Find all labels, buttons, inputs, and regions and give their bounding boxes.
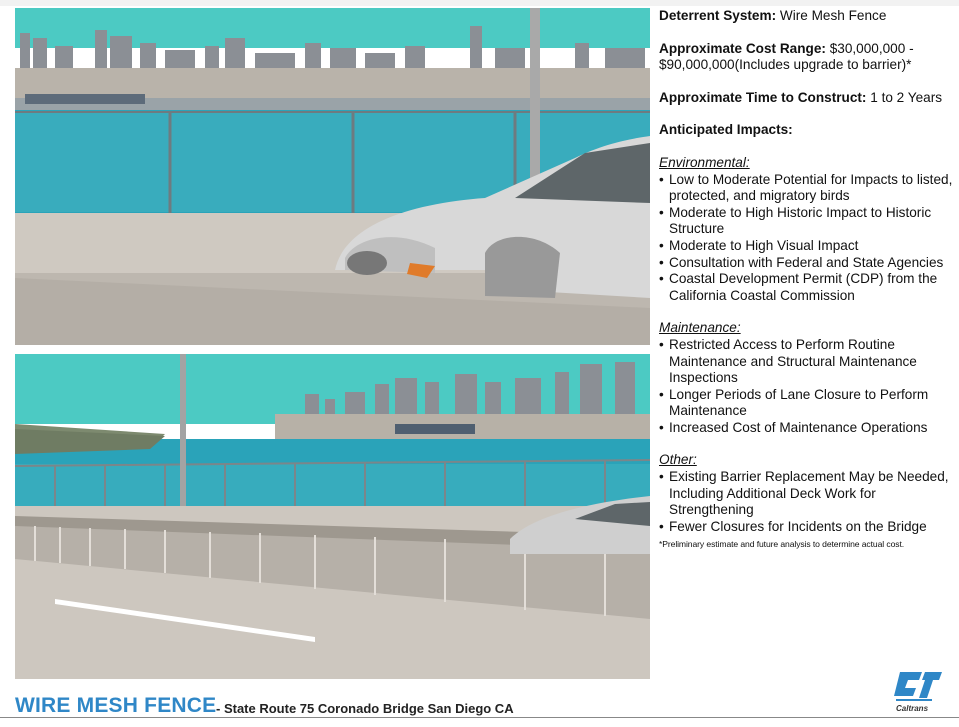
impacts-heading: Anticipated Impacts:: [659, 122, 793, 138]
list-item: • Longer Periods of Lane Closure to Perform Maintenance: [659, 387, 955, 420]
other-list: [659, 469, 955, 535]
other-heading: Other:: [659, 452, 697, 468]
list-item: • Restricted Access to Perform Routine Maintenance and Structural Maintenance Inspections: [659, 337, 955, 387]
info-panel: [659, 8, 955, 550]
list-item: • Moderate to High Historic Impact to Historic Structure: [659, 205, 955, 238]
list-item: • Moderate to High Visual Impact: [659, 238, 955, 255]
top-border: [0, 0, 959, 6]
list-item: • Existing Barrier Replacement May be Needed, Including Additional Deck Work for Strengthening: [659, 469, 955, 519]
footer-subtitle: - State Route 75 Coronado Bridge San Diego CA: [216, 701, 514, 716]
environmental-heading: Environmental:: [659, 154, 750, 170]
fence-rendering-top: [15, 8, 650, 345]
environmental-list: [659, 172, 955, 305]
list-item: • Low to Moderate Potential for Impacts to listed, protected, and migratory birds: [659, 172, 955, 205]
cost-footnote: *Preliminary estimate and future analysis to determine actual cost.: [659, 539, 905, 550]
list-item: • Fewer Closures for Incidents on the Bridge: [659, 519, 955, 536]
fence-rendering-bottom: [15, 354, 650, 679]
footer-divider: [0, 717, 959, 718]
list-item: • Consultation with Federal and State Agencies: [659, 255, 955, 272]
deterrent-system: Deterrent System: Wire Mesh Fence: [659, 8, 887, 23]
maintenance-heading: Maintenance:: [659, 320, 741, 336]
list-item: • Coastal Development Permit (CDP) from the California Coastal Commission: [659, 271, 955, 304]
construction-time: Approximate Time to Construct: 1 to 2 Years: [659, 89, 943, 105]
maintenance-list: [659, 337, 955, 437]
footer-title: WIRE MESH FENCE: [15, 694, 217, 717]
cost-range: Approximate Cost Range: $30,000,000 - $90,000,000(Includes upgrade to barrier)*: [659, 40, 914, 73]
list-item: • Increased Cost of Maintenance Operations: [659, 420, 955, 437]
caltrans-wordmark: Caltrans: [896, 704, 929, 713]
